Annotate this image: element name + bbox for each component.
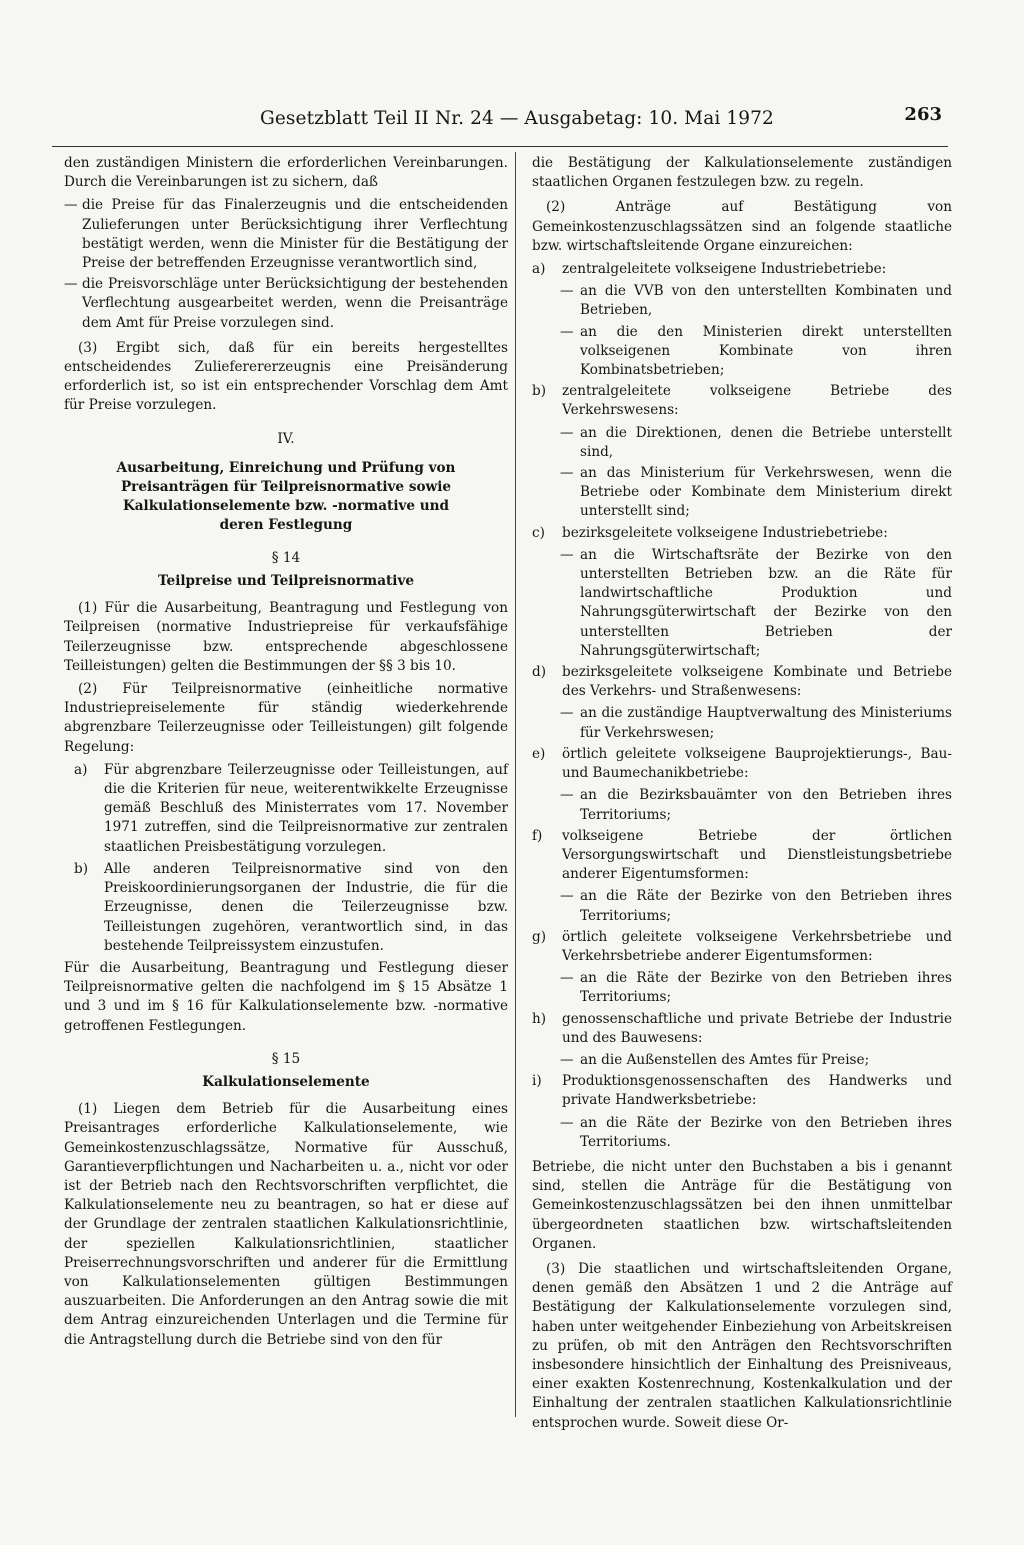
paragraph: (1) Liegen dem Betrieb für die Ausarbeitung eines Preisantrages erforderliche Kalkulationselemente, wie Gemeinkostenzuschlagssätze, Normative für Ausschuß, Garantieverpflichtungen und Nacharbeiten u. a., nicht vor oder ist der Betrieb nach den Rechtsvorschriften verpflichtet, die Kalkulationselemente neu zu beantragen, so hat er diese auf der Grundlage der zentralen staatlichen Kalkulationsrichtlinie, der speziellen Kalkulationsrichtlinien, staatlicher Preiserrechnungsvorschriften und anderer für die Ermittlung von Kalkulationselementen gültigen Bestimmungen auszuarbeiten. Die Anforderungen an den Antrag sowie die mit dem Antrag einzureichenden Unterlagen und die Termine für die Antragstellung durch die Betriebe sind von den für [64,1101,508,1348]
dash-item-text: an die VVB von den unterstellten Kombinaten und Betrieben, [580,283,952,319]
column-divider [515,152,516,1417]
paragraph: (2) Für Teilpreisnormative (einheitliche normative Industriepreiselemente für ständig wiederkehrende abgrenzbare Teilerzeugnisse oder Teilleistungen) gilt folgende Regelung: [64,681,508,755]
section-heading: Ausarbeitung, Einreichung und Prüfung von Preisanträgen für Teilpreisnormative sowie Kalkulationselemente bzw. -normative und deren Festlegung [116,459,456,533]
dash-list-item [560,786,952,824]
dash-marker: — [560,283,574,300]
paragraph: (3) Ergibt sich, daß für ein bereits hergestelltes entscheidendes Zulieferererzeugnis eine Preisänderung erforderlich ist, so ist ein entsprechender Vorschlag dem Amt für Preise vorzulegen. [64,339,508,414]
dash-item-text: an die Außenstellen des Amtes für Preise; [580,1051,870,1068]
dash-item-text: an das Ministerium für Verkehrswesen, wenn die Betriebe oder Kombinate dem Ministerium direkt unterstellt sind; [580,465,952,520]
item-letter: h) [532,1010,547,1027]
lettered-item [532,745,952,783]
dash-list-item [560,282,952,320]
dash-item-text: die Preise für das Finalerzeugnis und die entscheidenden Zulieferungen unter Berücksichtigung ihrer Verflechtung bestätigt werden, wenn die Minister für die Bestätigung der Preise der betreffenden Erzeugnisse verantwortlich sind, [82,197,508,272]
dash-list-item [560,969,952,1007]
item-text: genossenschaftliche und private Betriebe der Industrie und des Bauwesens: [562,1010,952,1046]
dash-marker: — [64,197,78,214]
lettered-item [532,260,952,279]
dash-item-text: an die den Ministerien direkt unterstellten volkseigenen Kombinate von ihren Kombinatsbetrieben; [580,323,952,379]
page-header [52,104,952,140]
item-text: Für abgrenzbare Teilerzeugnisse oder Teilleistungen, auf die die Kriterien für neue, weiterentwikkelte Erzeugnisse gemäß Beschluß des Ministerrates vom 17. November 1971 zutreffen, sind die Teilpreisnormative zur zentralen staatlichen Preisbestätigung vorzulegen. [104,761,508,855]
item-text: zentralgeleitete volkseigene Betriebe des Verkehrswesens: [562,383,952,419]
dash-marker: — [560,424,574,441]
dash-list-item [560,704,952,742]
item-text: örtlich geleitete volkseigene Verkehrsbetriebe und Verkehrsbetriebe anderer Eigentumsformen: [562,928,952,964]
lettered-item [532,382,952,420]
dash-list-item [560,464,952,522]
dash-item-text: die Preisvorschläge unter Berücksichtigung der bestehenden Verflechtung ausgearbeitet werden, wenn die Preisanträge dem Amt für Preise vorzulegen sind. [82,276,508,331]
lettered-item [532,524,952,543]
item-text: bezirksgeleitete volkseigene Industriebetriebe: [562,524,888,541]
dash-marker: — [560,546,574,563]
dash-list-item [560,887,952,925]
dash-item-text: an die Räte der Bezirke von den Betrieben ihres Territoriums. [580,1114,952,1150]
dash-list-item [560,546,952,661]
item-text: örtlich geleitete volkseigene Bauprojektierungs-, Bau- und Baumechanikbetriebe: [562,745,952,782]
lettered-item [532,1072,952,1110]
item-letter: b) [532,383,547,400]
paragraph: den zuständigen Ministern die erforderlichen Vereinbarungen. Durch die Vereinbarungen ist zu sichern, daß [64,155,508,191]
item-letter: a) [532,261,546,278]
dash-item-text: an die Direktionen, denen die Betriebe unterstellt sind, [580,424,952,460]
dash-item-text: an die Wirtschaftsräte der Bezirke von den unterstellten Betrieben bzw. an die Räte für landwirtschaftliche Produktion und Nahrungsgüterwirtschaft der Bezirke von den unterstellten Betrieben der Nahrungsgüterwirtschaft; [580,546,952,659]
item-letter: d) [532,664,547,681]
dash-list-item [560,323,952,381]
dash-list-item [64,196,508,273]
dash-list-item [64,275,508,333]
section-number: IV. [277,430,295,447]
item-letter: e) [532,745,546,762]
lettered-item-b [74,860,508,956]
item-letter: c) [532,524,545,541]
lettered-item [532,928,952,966]
organ-list [532,260,952,1152]
dash-item-text: an die zuständige Hauptverwaltung des Ministeriums für Verkehrswesen; [580,705,952,741]
dash-marker: — [560,787,574,804]
item-text: Produktionsgenossenschaften des Handwerks und private Handwerksbetriebe: [562,1073,952,1109]
lettered-item [532,827,952,885]
dash-list-item [560,1114,952,1152]
dash-marker: — [560,1051,574,1068]
item-text: bezirksgeleitete volkseigene Kombinate und Betriebe des Verkehrs- und Straßenwesens: [562,664,952,700]
dash-item-text: an die Räte der Bezirke von den Betrieben ihres Territoriums; [580,970,952,1006]
header-rule [52,146,948,147]
item-letter: a) [74,761,88,778]
paragraph-sign-14: § 14 [271,549,301,566]
dash-marker: — [560,323,574,340]
paragraph: (1) Für die Ausarbeitung, Beantragung und Festlegung von Teilpreisen (normative Industriepreise für verkaufsfähige Teilerzeugnisse bzw. entsprechende abgeschlossene Teilleistungen) gelten die Bestimmungen der §§ 3 bis 10. [64,600,508,674]
paragraph-title-14: Teilpreise und Teilpreisnormative [157,573,414,590]
item-letter: b) [74,860,89,877]
page-number: 263 [904,104,942,125]
dash-marker: — [560,465,574,482]
lettered-item-a [74,761,508,857]
dash-item-text: an die Räte der Bezirke von den Betrieben ihres Territoriums; [580,888,952,924]
item-letter: g) [532,928,547,945]
item-letter: f) [532,827,543,844]
left-column [64,154,508,1354]
paragraph: (3) Die staatlichen und wirtschaftsleitenden Organe, denen gemäß den Absätzen 1 und 2 die Anträge auf Bestätigung der Kalkulationselemente vorzulegen sind, haben unter weitgehender Einbeziehung von Arbeitskreisen zu prüfen, ob mit den Anträgen den Rechtsvorschriften insbesondere hinsichtlich der Einhaltung des Preisniveaus, einer exakten Kostenrechnung, Kostenkalkulation und der Einhaltung der zentralen staatlichen Kalkulationsrichtlinie entsprochen wurde. Soweit diese Or- [532,1260,952,1431]
paragraph-title-15: Kalkulationselemente [202,1073,370,1090]
dash-marker: — [560,705,574,722]
paragraph: die Bestätigung der Kalkulationselemente zuständigen staatlichen Organen festzulegen bzw. zu regeln. [532,155,952,191]
paragraph-sign-15: § 15 [271,1050,301,1067]
paragraph: Für die Ausarbeitung, Beantragung und Festlegung dieser Teilpreisnormative gelten die nachfolgend im § 15 Absätze 1 und 3 und im § 16 für Kalkulationselemente bzw. -normative getroffenen Festlegungen. [64,959,508,1034]
item-letter: i) [532,1073,542,1090]
dash-list-item [560,1051,952,1070]
item-text: Alle anderen Teilpreisnormative sind von den Preiskoordinierungsorganen der Industrie, die für die Erzeugnisse, denen die Teilerzeugnisse bzw. Teilleistungen zugehören, verantwortlich sind, in das bestehende Teilpreissystem einzustufen. [104,860,508,954]
lettered-item [532,1010,952,1048]
dash-marker: — [560,1114,574,1131]
dash-marker: — [560,970,574,987]
lettered-item [532,663,952,701]
dash-marker: — [560,888,574,905]
dash-marker: — [64,276,78,293]
dash-list-item [560,424,952,462]
paragraph: (2) Anträge auf Bestätigung von Gemeinkostenzuschlagssätzen sind an folgende staatliche bzw. wirtschaftsleitende Organe einzureichen: [532,199,952,254]
item-text: volkseigene Betriebe der örtlichen Versorgungswirtschaft und Dienstleistungsbetriebe anderer Eigentumsformen: [562,827,952,883]
item-text: zentralgeleitete volkseigene Industriebetriebe: [562,261,887,278]
paragraph: Betriebe, die nicht unter den Buchstaben a bis i genannt sind, stellen die Anträge für die Bestätigung von Gemeinkostenzuschlagssätzen bei den ihnen unmittelbar übergeordneten staatlichen bzw. wirtschaftsleitenden Organen. [532,1158,952,1252]
right-column [532,154,952,1437]
dash-item-text: an die Bezirksbauämter von den Betrieben ihres Territoriums; [580,787,952,823]
header-title: Gesetzblatt Teil II Nr. 24 — Ausgabetag: 10. Mai 1972 [260,108,774,129]
